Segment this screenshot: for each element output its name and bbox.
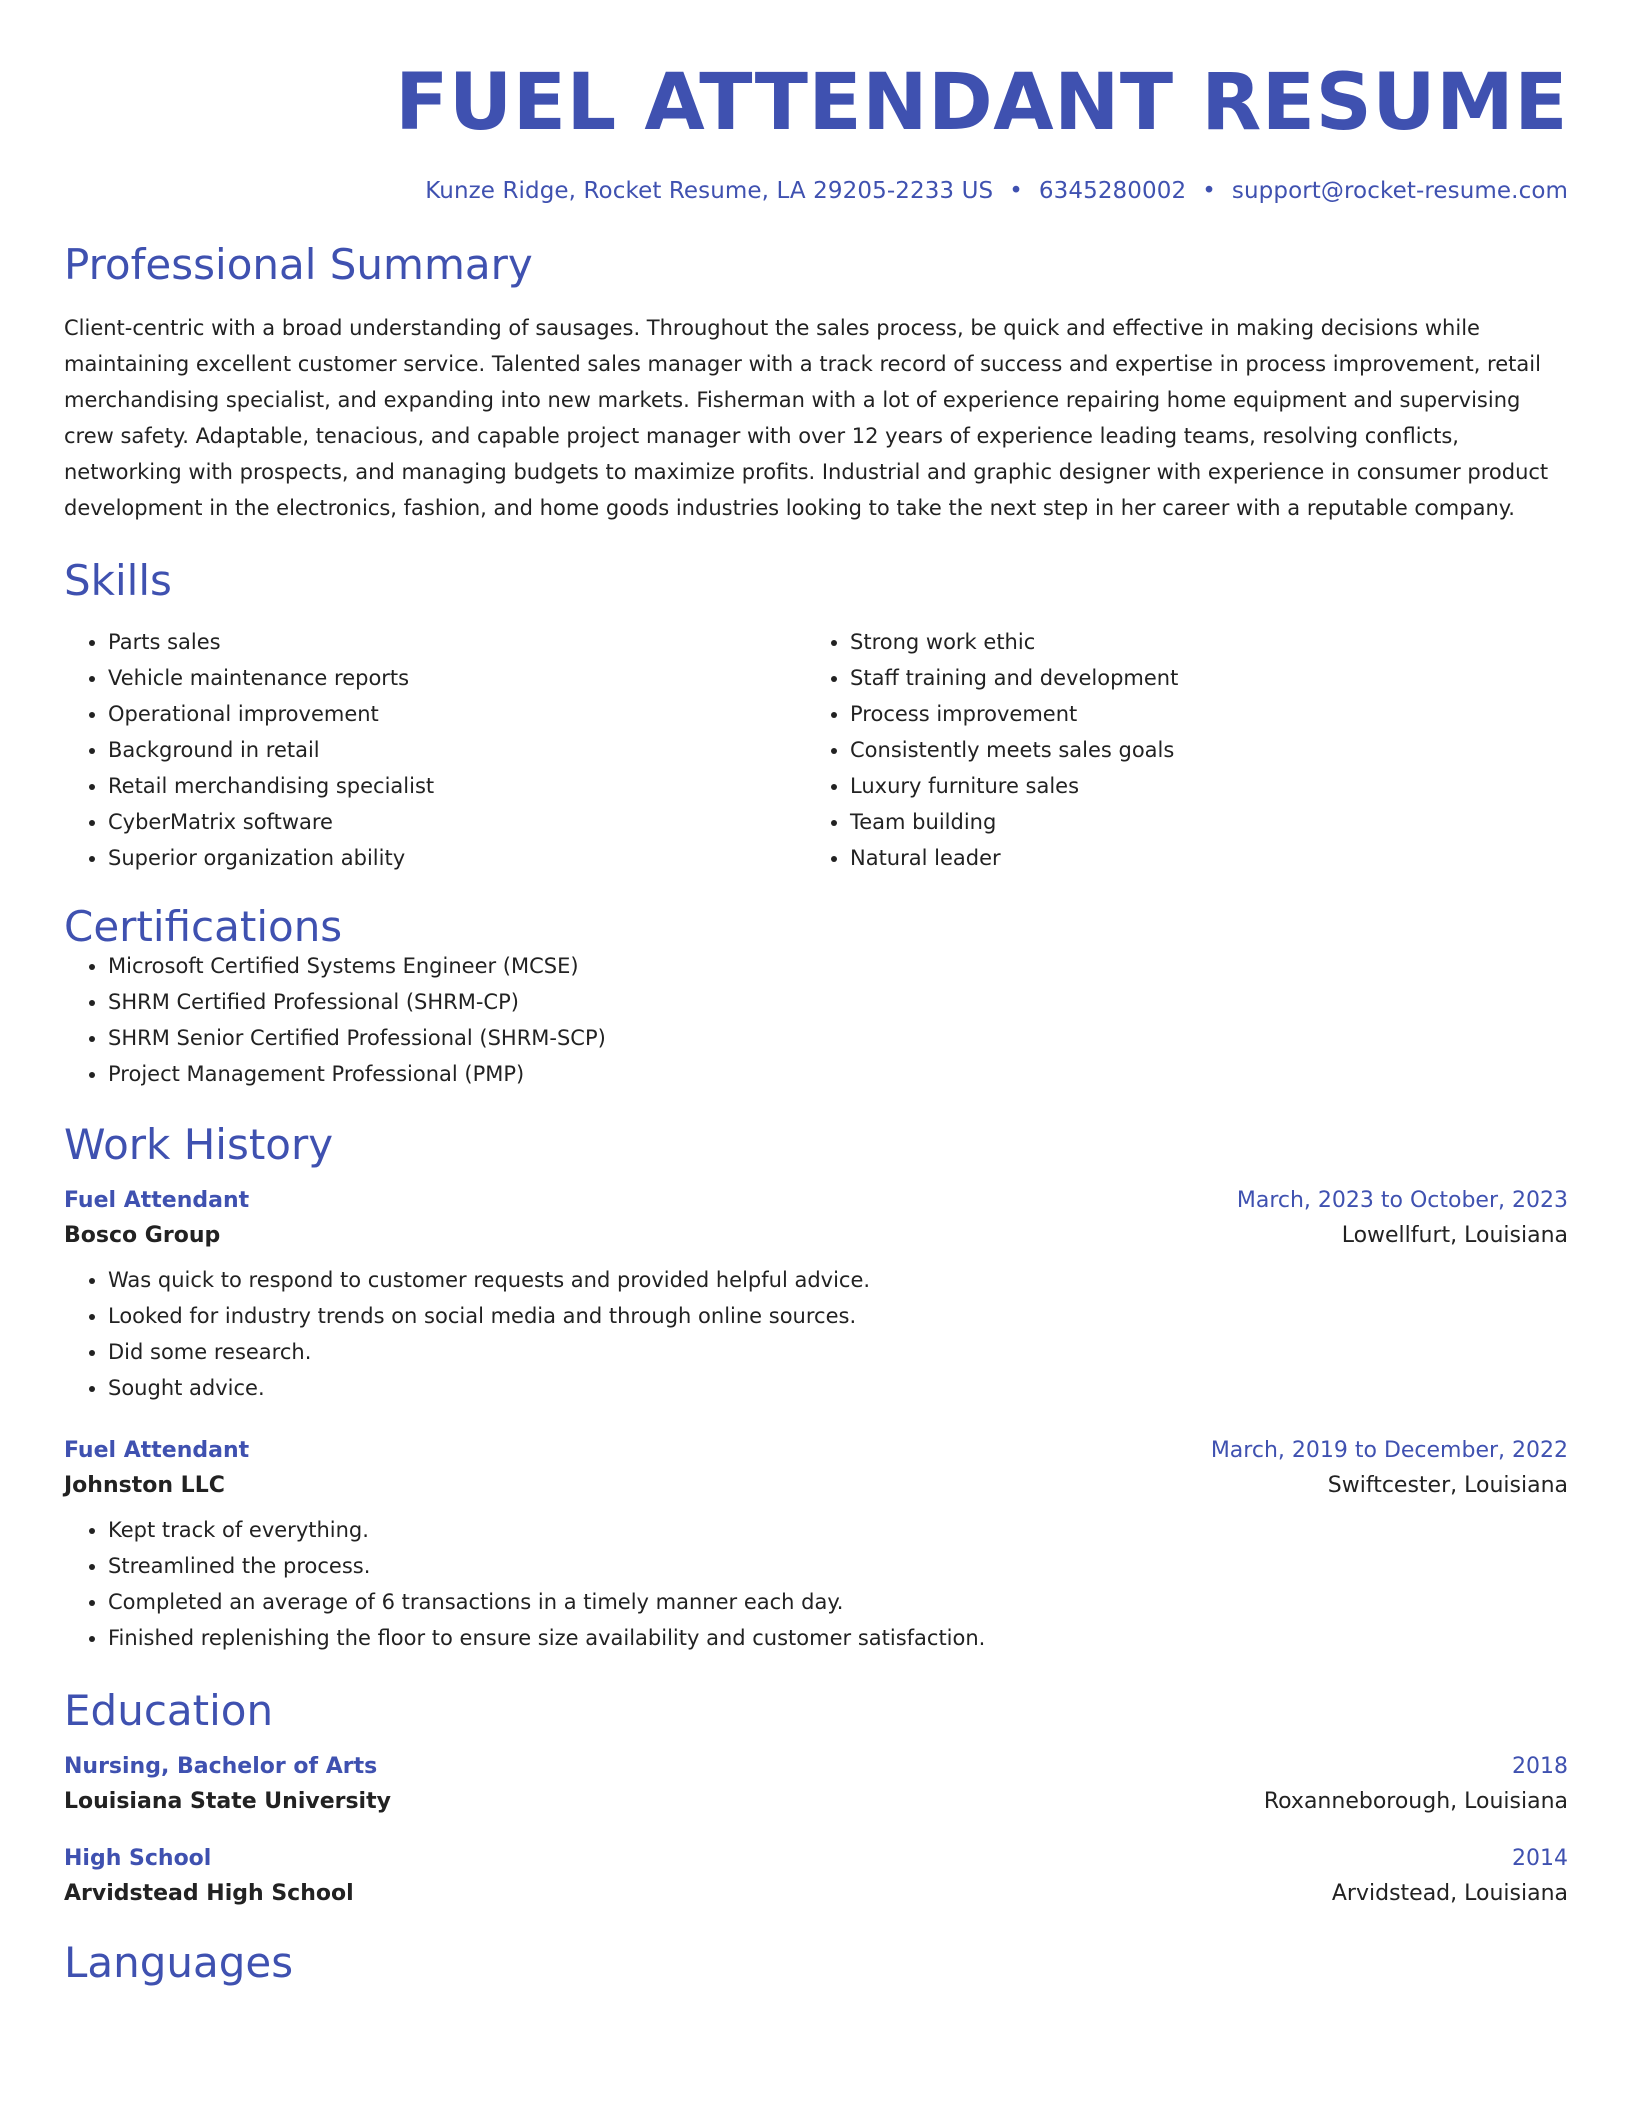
- job-entry: [64, 1188, 1568, 1406]
- skill-item: • Superior organization ability: [108, 840, 806, 876]
- job-company: Johnston LLC: [64, 1473, 225, 1498]
- certification-item: • SHRM Senior Certified Professional (SHRM-SCP): [108, 1020, 1568, 1056]
- job-header: [64, 1438, 1568, 1463]
- job-subheader: [64, 1473, 1568, 1498]
- section-title-skills: Skills: [64, 556, 172, 605]
- job-company: Bosco Group: [64, 1223, 221, 1248]
- skill-item: • Natural leader: [850, 840, 1548, 876]
- skill-item: • Team building: [850, 804, 1548, 840]
- certification-item: • Project Management Professional (PMP): [108, 1056, 1568, 1092]
- skill-item: • CyberMatrix software: [108, 804, 806, 840]
- skill-item: • Process improvement: [850, 696, 1548, 732]
- skill-item: • Staff training and development: [850, 660, 1548, 696]
- section-title-certifications: Certifications: [64, 902, 343, 951]
- education-location: Roxanneborough, Louisiana: [1263, 1789, 1568, 1814]
- skill-item: • Operational improvement: [108, 696, 806, 732]
- job-duty-item: • Completed an average of 6 transactions in a timely manner each day.: [108, 1584, 1568, 1620]
- skills-columns: [64, 624, 1568, 876]
- education-entry: [64, 1754, 1568, 1814]
- job-duty-item: • Looked for industry trends on social media and through online sources.: [108, 1298, 1568, 1334]
- email: support@rocket-resume.com: [1231, 178, 1568, 204]
- education-header: [64, 1846, 1568, 1871]
- section-title-summary: Professional Summary: [64, 240, 533, 289]
- summary-text: Client-centric with a broad understanding of sausages. Throughout the sales process, be quick and effective in making decisions while maintaining excellent customer service. Talented sales manager with a track record of success and expertise in process improvement, retail merchandising specialist, and expanding into new markets. Fisherman with a lot of experience repairing home equipment and supervising crew safety. Adaptable, tenacious, and capable project manager with over 12 years of experience leading teams, resolving conflicts, networking with prospects, and managing budgets to maximize profits. Industrial and graphic designer with experience in consumer product development in the electronics, fashion, and home goods industries looking to take the next step in her career with a reputable company.: [64, 316, 1549, 520]
- job-header: [64, 1188, 1568, 1213]
- job-title: Fuel Attendant: [64, 1188, 250, 1213]
- job-location: Swiftcester, Louisiana: [1327, 1473, 1568, 1498]
- skill-item: • Parts sales: [108, 624, 806, 660]
- education-school: Louisiana State University: [64, 1789, 391, 1814]
- separator: •: [1009, 178, 1023, 204]
- skill-item: • Vehicle maintenance reports: [108, 660, 806, 696]
- section-title-languages: Languages: [64, 1938, 294, 1987]
- certification-item: • Microsoft Certified Systems Engineer (MCSE): [108, 948, 1568, 984]
- job-dates: March, 2023 to October, 2023: [1236, 1188, 1568, 1213]
- separator: •: [1202, 178, 1216, 204]
- contact-line: [64, 178, 1568, 204]
- education-year: 2014: [1512, 1846, 1568, 1871]
- certification-item: • SHRM Certified Professional (SHRM-CP): [108, 984, 1568, 1020]
- resume-title: FUEL ATTENDANT RESUME: [395, 58, 1568, 148]
- education-subheader: [64, 1789, 1568, 1814]
- skill-item: • Consistently meets sales goals: [850, 732, 1548, 768]
- skills-list-right: [806, 624, 1548, 876]
- job-duty-item: • Did some research.: [108, 1334, 1568, 1370]
- job-dates: March, 2019 to December, 2022: [1210, 1438, 1568, 1463]
- job-location: Lowellfurt, Louisiana: [1341, 1223, 1568, 1248]
- education-degree: Nursing, Bachelor of Arts: [64, 1754, 378, 1779]
- education-location: Arvidstead, Louisiana: [1331, 1881, 1568, 1906]
- job-duties: [64, 1262, 1568, 1406]
- education-year: 2018: [1512, 1754, 1568, 1779]
- certifications-list: [64, 948, 1568, 1092]
- address: Kunze Ridge, Rocket Resume, LA 29205-2233 US: [425, 178, 994, 204]
- phone: 6345280002: [1038, 178, 1187, 204]
- skill-item: • Luxury furniture sales: [850, 768, 1548, 804]
- job-entry: [64, 1438, 1568, 1656]
- job-subheader: [64, 1223, 1568, 1248]
- job-duty-item: • Kept track of everything.: [108, 1512, 1568, 1548]
- education-degree: High School: [64, 1846, 212, 1871]
- education-school: Arvidstead High School: [64, 1881, 354, 1906]
- job-duty-item: • Streamlined the process.: [108, 1548, 1568, 1584]
- job-duty-item: • Was quick to respond to customer requests and provided helpful advice.: [108, 1262, 1568, 1298]
- section-title-work-history: Work History: [64, 1120, 334, 1169]
- job-duty-item: • Finished replenishing the floor to ensure size availability and customer satisfaction.: [108, 1620, 1568, 1656]
- resume-page: [64, 0, 1568, 1987]
- education-entry: [64, 1846, 1568, 1906]
- job-duty-item: • Sought advice.: [108, 1370, 1568, 1406]
- job-duties: [64, 1512, 1568, 1656]
- skill-item: • Retail merchandising specialist: [108, 768, 806, 804]
- job-title: Fuel Attendant: [64, 1438, 250, 1463]
- section-title-education: Education: [64, 1686, 274, 1735]
- skills-list-left: [64, 624, 806, 876]
- education-subheader: [64, 1881, 1568, 1906]
- education-header: [64, 1754, 1568, 1779]
- skill-item: • Strong work ethic: [850, 624, 1548, 660]
- skill-item: • Background in retail: [108, 732, 806, 768]
